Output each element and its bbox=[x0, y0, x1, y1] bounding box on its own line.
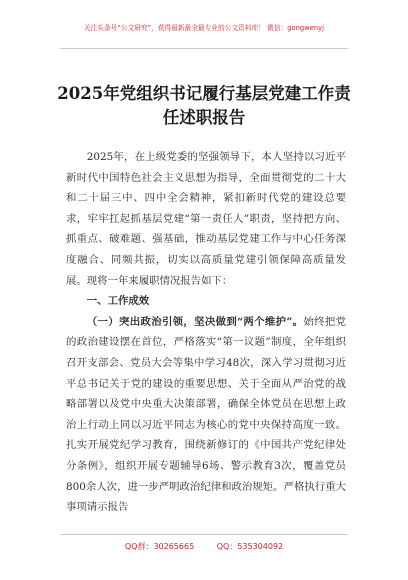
intro-paragraph: 2025年，在上级党委的坚强领导下，本人坚持以习近平新时代中国特色社会主义思想为指导，全面贯彻党的二十大和二十届三中、四中全会精神，紧扣新时代党的建设总要求，牢牢扛起抓基层党建“第一责任人”职责，坚持把方向、抓重点、破难题、强基础，推动基层党建工作与中心任务深度融合、同频共振，切实以高质量党建引领保障高质量发展。现将一年来履职情况报告如下： bbox=[66, 151, 346, 287]
document-title-line-2: 任述职报告 bbox=[162, 108, 246, 127]
document-title-line-1: 2025年党组织书记履行基层党建工作责 bbox=[57, 84, 351, 103]
subsection-paragraph-political-guidance bbox=[66, 312, 346, 518]
footer-banner bbox=[0, 541, 408, 552]
header-divider bbox=[60, 48, 348, 49]
subsection-body-political-guidance: 始终把党的政治建设摆在首位，严格落实“第一议题”制度，全年组织召开支部会、党员大会等集中学习48次，深入学习贯彻习近平总书记关于党的建设的重要思想、关于全面从严治党的战略部署以及党中央重大决策部署，确保全体党员在思想上政治上行动上同以习近平同志为核心的党中央保持高度一致。扎实开展党纪学习教育，围绕新修订的《中国共产党纪律处分条例》，组织开展专题辅导6场、警示教育3次，覆盖党员800余人次，进一步严明政治纪律和政治规矩。严格执行重大事项请示报告 bbox=[66, 315, 347, 514]
document-body bbox=[66, 147, 346, 518]
document-title bbox=[50, 82, 358, 130]
footer-qq-contact: QQ：535304092 bbox=[216, 542, 284, 551]
subsection-heading-political-guidance: （一）突出政治引领，坚决做到“两个维护”。 bbox=[86, 315, 304, 328]
header-banner: 关注头条号“公文研究”，获得最新最全最专业的公文资料库！ 微信：gongwenyj bbox=[83, 24, 325, 32]
section-heading-work-results: 一、工作成效 bbox=[86, 295, 150, 308]
footer-divider bbox=[60, 534, 348, 535]
footer-qq-group: QQ群：30265665 bbox=[124, 542, 195, 551]
